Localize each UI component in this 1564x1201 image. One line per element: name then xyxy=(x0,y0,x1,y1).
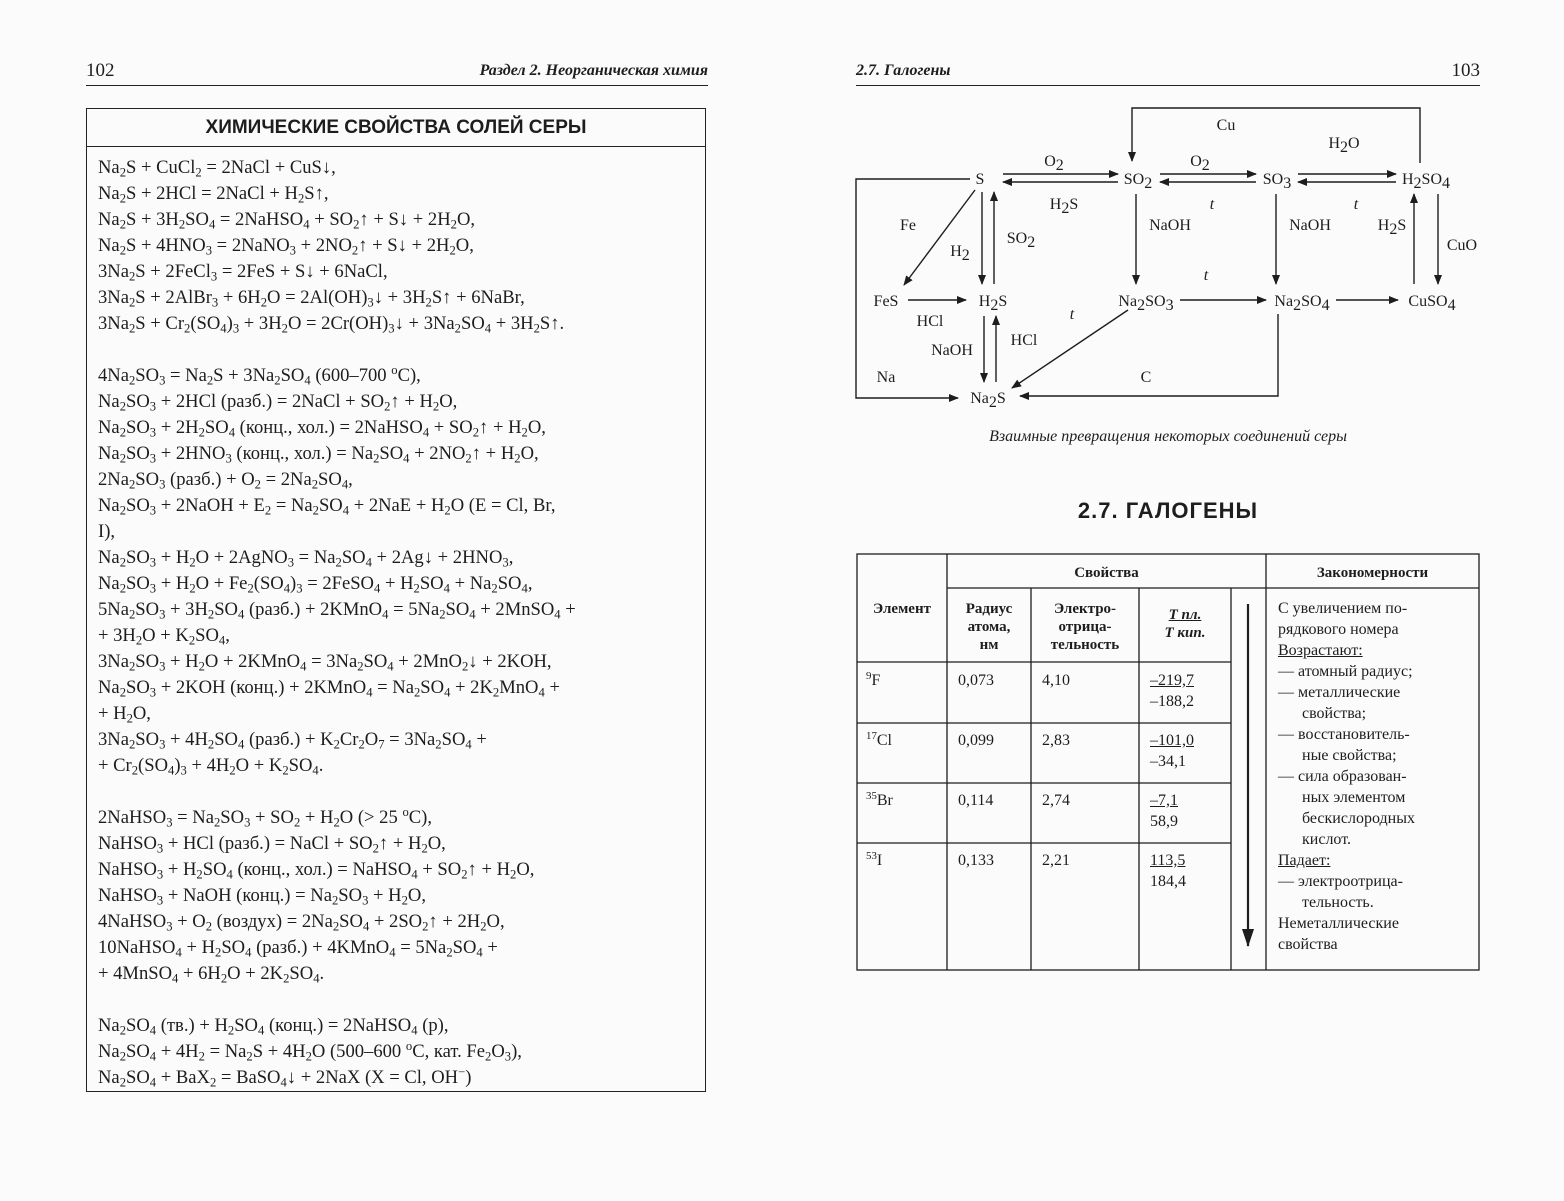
equation-line: NaHSO$_3$ + NaOH (конц.) = $Na_2SO_3 + H_2O$, xyxy=(98,885,426,908)
equation-line: $2Na_2SO_3$ (разб.) + $O_2 = 2Na_2SO_4$, xyxy=(98,469,353,492)
patterns-text: С увеличением по- рядкового номера Возрастают: — атомный радиус; — металлические свойства; — восстановитель- ные свойства; — сила образован- ных элементом бескислородных кислот. Падает: — электроотрица- тельность. Неметаллические свойства xyxy=(1278,600,1415,953)
equation-line: $3Na_2SO_3 + 4H_2SO_4$ (разб.) + $K_2Cr_2O_7 = 3Na_2SO_4$ + xyxy=(98,729,487,752)
label-t-d: t xyxy=(1069,306,1075,323)
label-h2o: H2O xyxy=(1328,135,1360,156)
node-cuso4: CuSO4 xyxy=(1408,293,1456,314)
equation-line: $Na_2SO_4 + BaX_2$ = BaSO$_4$↓ + 2NaX (X = Cl, OH−) xyxy=(98,1065,472,1090)
node-so3: SO3 xyxy=(1262,171,1292,192)
label-c: C xyxy=(1140,369,1152,386)
header-temperature: T пл. T кип. xyxy=(1164,607,1206,641)
label-so2: SO2 xyxy=(1006,230,1036,251)
equation-line: + $3H_2O + K_2SO_4$, xyxy=(98,625,230,648)
equation-line: $Na_2SO_3 + 2KOH$ (конц.) + 2KMnO$_4$ = $Na_2SO_4 + 2K_2MnO_4$ + xyxy=(98,677,560,700)
equation-line: $4Na_2SO_3 = Na_2S + 3Na_2SO_4$ (600–700 $^o$C), xyxy=(98,363,421,388)
label-cuo: CuO xyxy=(1446,237,1478,254)
temperature-cell: –7,1 58,9 xyxy=(1150,792,1178,830)
equation-line: 2NaHSO$_3$ = $Na_2SO_3 + SO_2 + H_2O$ (> 25 $^o$C), xyxy=(98,805,432,830)
label-naoh-c: NaOH xyxy=(931,342,973,359)
diagram-caption: Взаимные превращения некоторых соединений серы xyxy=(989,428,1347,445)
equation-line: $Na_2SO_3 + 2H_2SO_4$ (конц., хол.) = 2NaHSO$_4$ + $SO_2↑ + H_2O$, xyxy=(98,417,546,440)
label-fe: Fe xyxy=(899,217,917,234)
equation-line: $Na_2SO_4$ $(тв.) + H_2SO_4$ (конц.) = 2NaHSO$_4$ (р), xyxy=(98,1015,449,1038)
radius-cell: 0,099 xyxy=(958,732,994,749)
equation-line: $Na_2S + 3H_2SO_4$ = 2NaHSO$_4$ + $SO_2↑$ + S↓ + $2H_2O$, xyxy=(98,209,476,232)
node-na2so3: Na2SO3 xyxy=(1118,293,1174,314)
equation-line: 4NaHSO$_3$ + $O_2$ (воздух) = $2Na_2SO_4$ + $2SO_2↑ + 2H_2O$, xyxy=(98,911,505,934)
node-s: S xyxy=(975,171,985,188)
equation-line: $Na_2S + 2HCl$ = 2NaCl + $H_2S↑$, xyxy=(98,183,329,206)
label-h2s-right: H2S xyxy=(1377,217,1407,238)
label-naoh-b: NaOH xyxy=(1289,217,1331,234)
equation-line: 10NaHSO$_4$ + $H_2SO_4$ (разб.) + 4KMnO$_4$ = $5Na_2SO_4$ + xyxy=(98,937,498,960)
radius-cell: 0,133 xyxy=(958,852,994,869)
equation-line: + 4MnSO$_4$ + $6H_2O + 2K_2SO_4$. xyxy=(98,963,325,986)
left-page-number: 102 xyxy=(86,60,115,81)
node-na2s: Na2S xyxy=(970,390,1006,411)
equation-line: $3Na_2S + Cr_2(SO_4)_3 + 3H_2O$ = $2Cr(OH)_3↓ + 3Na_2SO_4$ + $3H_2S↑$. xyxy=(98,313,565,336)
box-title: ХИМИЧЕСКИЕ СВОЙСТВА СОЛЕЙ СЕРЫ xyxy=(87,109,705,147)
equation-line: $Na_2SO_3$ + 2NaOH + $E_2 = Na_2SO_4 + 2NaE + H_2O$ (E = Cl, Br, xyxy=(98,495,556,518)
equation-line: I), xyxy=(98,521,116,542)
equation-line: $3Na_2SO_3 + H_2O$ + 2KMnO$_4$ = $3Na_2SO_4$ + 2MnO$_2$↓ + 2KOH, xyxy=(98,651,552,674)
section-title: 2.7. ГАЛОГЕНЫ xyxy=(1077,498,1259,523)
equation-line: $Na_2SO_3 + H_2O$ + 2AgNO$_3$ = $Na_2SO_4$ + 2Ag↓ + $2HNO_3$, xyxy=(98,547,514,570)
temperature-cell: –101,0 –34,1 xyxy=(1150,732,1194,770)
equation-line: $Na_2SO_3 + 2HNO_3$ (конц., $хол.) = Na_2SO_4$ + $2NO_2↑ + H_2O$, xyxy=(98,443,539,466)
temperature-cell: 113,5 184,4 xyxy=(1150,852,1186,890)
node-h2so4: H2SO4 xyxy=(1401,171,1451,192)
element-cell: $^{17}$Cl xyxy=(866,730,892,749)
label-h2: H2 xyxy=(950,243,970,264)
label-o2-b: O2 xyxy=(1190,153,1210,174)
equation-line: $3Na_2S$ + 2FeCl$_3$ = 2FeS + S↓ + 6NaCl, xyxy=(98,261,388,284)
label-t-b: t xyxy=(1353,196,1359,213)
element-cell: $^{35}$Br xyxy=(866,790,893,809)
element-cell: $^{53}$I xyxy=(866,850,883,869)
electronegativity-cell: 2,74 xyxy=(1042,792,1070,809)
label-h2s-top: H2S xyxy=(1049,196,1079,217)
temperature-cell: –219,7 –188,2 xyxy=(1150,672,1194,710)
equation-line: + $H_2O$, xyxy=(98,703,151,726)
equation-line: $Na_2SO_4 + 4H_2 = Na_2S + 4H_2O$ (500–600 $^o$C, кат. $Fe_2O_3$), xyxy=(98,1039,522,1064)
label-na: Na xyxy=(876,369,896,386)
equation-line: $Na_2SO_3 + H_2O + Fe_2(SO_4)_3$ = 2FeSO$_4$ + $H_2SO_4 + Na_2SO_4$, xyxy=(98,573,533,596)
radius-cell: 0,073 xyxy=(958,672,994,689)
equation-line: $Na_2S + 4HNO_3$ = 2NaNO$_3$ + $2NO_2↑$ + S↓ + $2H_2O$, xyxy=(98,235,474,258)
label-naoh-a: NaOH xyxy=(1149,217,1191,234)
equation-line: + $Cr_2(SO_4)_3 + 4H_2O + K_2SO_4$. xyxy=(98,755,324,778)
electronegativity-cell: 2,83 xyxy=(1042,732,1070,749)
right-page-number: 103 xyxy=(1451,60,1480,81)
right-running-head: 2.7. Галогены xyxy=(856,62,951,79)
label-cu: Cu xyxy=(1216,117,1236,134)
header-properties: Свойства xyxy=(1074,565,1139,581)
label-hcl-a: HCl xyxy=(916,313,944,330)
label-t-a: t xyxy=(1209,196,1215,213)
electronegativity-cell: 2,21 xyxy=(1042,852,1070,869)
header-element: Элемент xyxy=(873,601,931,617)
label-o2-a: O2 xyxy=(1044,153,1064,174)
electronegativity-cell: 4,10 xyxy=(1042,672,1070,689)
node-na2so4: Na2SO4 xyxy=(1274,293,1330,314)
left-running-head: Раздел 2. Неорганическая химия xyxy=(479,62,708,79)
label-hcl-b: HCl xyxy=(1010,332,1038,349)
equation-line: $3Na_2S$ + 2AlBr$_3$ + $6H_2O$ = $2Al(OH)_3↓$ + $3H_2S↑$ + 6NaBr, xyxy=(98,287,525,310)
header-patterns: Закономерности xyxy=(1316,565,1429,581)
equation-line: NaHSO$_3$ + $H_2SO_4$ (конц., хол.) = NaHSO$_4$ + $SO_2↑ + H_2O$, xyxy=(98,859,535,882)
equation-line: $5Na_2SO_3 + 3H_2SO_4$ (разб.) + 2KMnO$_4$ = $5Na_2SO_4$ + 2MnSO$_4$ + xyxy=(98,599,576,622)
node-fes: FeS xyxy=(873,293,899,310)
header-electronegativity: Электро- отрица- тельность xyxy=(1050,601,1120,653)
node-h2s: H2S xyxy=(978,293,1008,314)
radius-cell: 0,114 xyxy=(958,792,994,809)
equation-line: $Na_2S$ + CuCl$_2$ = 2NaCl + CuS↓, xyxy=(98,157,336,180)
equation-line: $Na_2SO_3 + 2HCl$ (разб.) = 2NaCl + $SO_2↑ + H_2O$, xyxy=(98,391,458,414)
header-radius: Радиус атома, нм xyxy=(965,601,1013,653)
element-cell: $^9$F xyxy=(866,670,881,689)
node-so2: SO2 xyxy=(1123,171,1153,192)
equation-line: NaHSO$_3$ + HCl (разб.) = NaCl + $SO_2↑ + H_2O$, xyxy=(98,833,446,856)
label-t-c: t xyxy=(1203,267,1209,284)
